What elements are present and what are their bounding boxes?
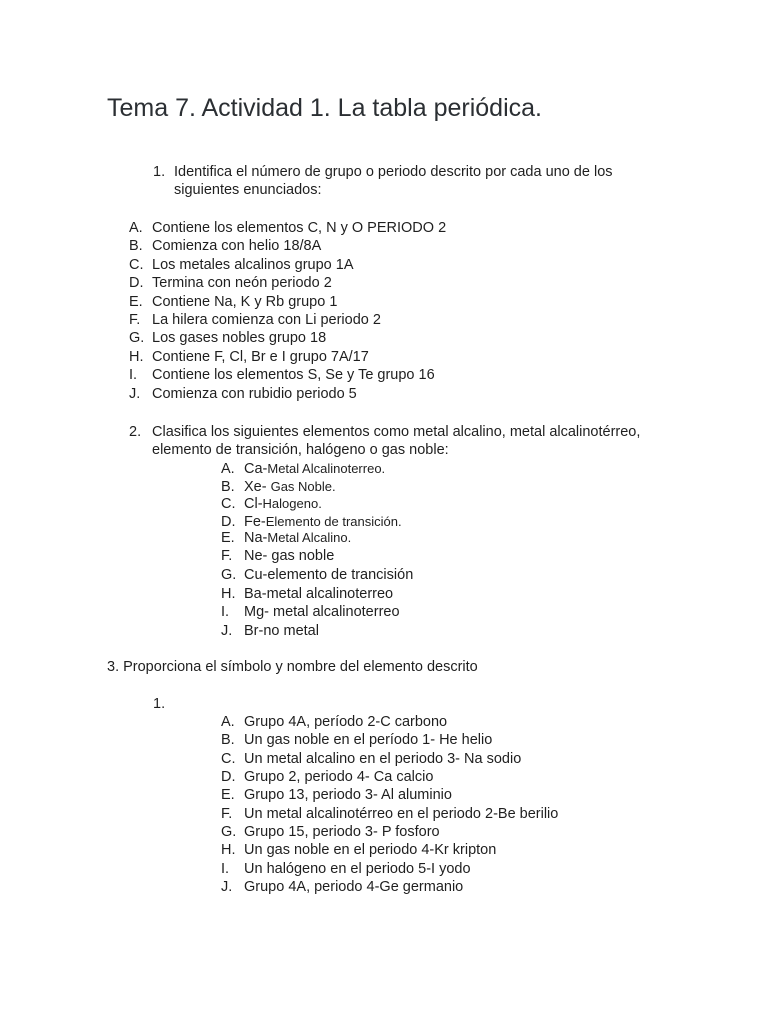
list-item-text: Un halógeno en el periodo 5-I yodo xyxy=(244,860,471,877)
list-marker: J. xyxy=(221,623,233,639)
list-item-text: Ba-metal alcalinoterreo xyxy=(244,585,394,602)
q2-prompt-line1: Clasifica los siguientes elementos como metal alcalino, metal alcalinotérreo, xyxy=(152,424,641,440)
list-item-text: Br-no metal xyxy=(244,623,319,639)
element-classification: Elemento de transición. xyxy=(265,513,402,529)
element-classification: Halogeno. xyxy=(262,496,322,511)
list-marker: F. xyxy=(129,312,141,328)
element-symbol: Xe- xyxy=(244,478,271,495)
list-marker: J. xyxy=(129,385,141,402)
list-item-text: Contiene los elementos S, Se y Te grupo 16 xyxy=(152,367,435,384)
list-marker: A. xyxy=(221,714,235,730)
list-marker: E. xyxy=(221,787,235,804)
list-marker: G. xyxy=(221,824,237,841)
q3-heading-text: 3. Proporciona el símbolo y nombre del elemento descrito xyxy=(107,659,478,675)
list-item-text: Comienza con helio 18/8A xyxy=(152,238,322,255)
list-marker: G. xyxy=(129,330,145,347)
q3-sub-number-text: 1. xyxy=(153,696,166,712)
element-symbol: Na- xyxy=(244,530,268,546)
list-marker: F. xyxy=(221,548,233,564)
list-item-text: La hilera comienza con Li periodo 2 xyxy=(152,312,381,328)
list-marker: C. xyxy=(221,750,236,767)
list-item-text xyxy=(244,513,402,531)
list-item-text: Grupo 2, periodo 4- Ca calcio xyxy=(244,769,434,786)
list-marker: G. xyxy=(221,567,237,583)
list-marker: B. xyxy=(129,238,143,255)
list-item-text: Los gases nobles grupo 18 xyxy=(152,330,327,347)
list-marker: D. xyxy=(129,275,144,292)
list-marker: D. xyxy=(221,513,236,530)
list-item-text: Termina con neón periodo 2 xyxy=(152,275,332,292)
element-symbol: Fe- xyxy=(244,513,266,530)
list-item-text: Contiene F, Cl, Br e I grupo 7A/17 xyxy=(152,348,369,365)
list-item-text: Los metales alcalinos grupo 1A xyxy=(152,256,354,273)
list-marker: I. xyxy=(221,604,230,620)
list-marker: J. xyxy=(221,879,233,896)
list-marker: D. xyxy=(221,769,236,786)
list-marker: H. xyxy=(129,348,144,365)
list-marker: H. xyxy=(221,842,236,859)
element-classification: Metal Alcalinoterreo. xyxy=(267,461,386,476)
q1-prompt-line2: siguientes enunciados: xyxy=(174,182,322,198)
q2-prompt-line2: elemento de transición, halógeno o gas noble: xyxy=(152,442,449,458)
list-item-text: Grupo 4A, periodo 4-Ge germanio xyxy=(244,879,464,896)
list-item-text: Un metal alcalinotérreo en el periodo 2-Be berilio xyxy=(244,805,559,822)
element-symbol: Cl- xyxy=(244,496,263,512)
list-marker: F. xyxy=(221,805,233,822)
list-item-text: Comienza con rubidio periodo 5 xyxy=(152,385,357,402)
list-marker: I. xyxy=(221,860,230,877)
list-item-text: Grupo 4A, período 2-C carbono xyxy=(244,714,448,730)
list-marker: I. xyxy=(129,367,138,384)
element-symbol: Ca- xyxy=(244,461,268,477)
list-item-text xyxy=(244,478,336,496)
list-item-text: Contiene los elementos C, N y O PERIODO 2 xyxy=(152,220,447,236)
list-item-text: Un metal alcalino en el periodo 3- Na sodio xyxy=(244,750,522,767)
list-item-text: Un gas noble en el período 1- He helio xyxy=(244,732,493,749)
list-item-text xyxy=(244,495,322,513)
list-item-text xyxy=(244,460,385,478)
list-marker: C. xyxy=(129,256,144,273)
list-marker: B. xyxy=(221,732,235,749)
list-item-text: Un gas noble en el periodo 4-Kr kripton xyxy=(244,842,497,859)
element-classification: Gas Noble. xyxy=(270,478,336,494)
list-marker: A. xyxy=(129,220,143,236)
list-item-text: Ne- gas noble xyxy=(244,548,335,564)
list-marker: E. xyxy=(129,293,143,310)
list-item-text: Cu-elemento de trancisión xyxy=(244,567,414,583)
element-classification: Metal Alcalino. xyxy=(267,530,352,545)
list-item-text: Grupo 13, periodo 3- Al aluminio xyxy=(244,787,452,804)
q2-number: 2. xyxy=(129,424,142,440)
list-marker: H. xyxy=(221,585,236,602)
page-title: Tema 7. Actividad 1. La tabla periódica. xyxy=(107,94,542,122)
list-item-text xyxy=(244,529,351,547)
list-marker: A. xyxy=(221,461,235,477)
list-marker: B. xyxy=(221,478,235,495)
q1-prompt-line1: Identifica el número de grupo o periodo descrito por cada uno de los xyxy=(174,164,613,180)
q1-number: 1. xyxy=(153,164,166,180)
list-item-text: Grupo 15, periodo 3- P fosforo xyxy=(244,824,440,841)
list-item-text: Mg- metal alcalinoterreo xyxy=(244,604,400,620)
list-item-text: Contiene Na, K y Rb grupo 1 xyxy=(152,293,338,310)
list-marker: E. xyxy=(221,530,235,546)
list-marker: C. xyxy=(221,496,236,512)
